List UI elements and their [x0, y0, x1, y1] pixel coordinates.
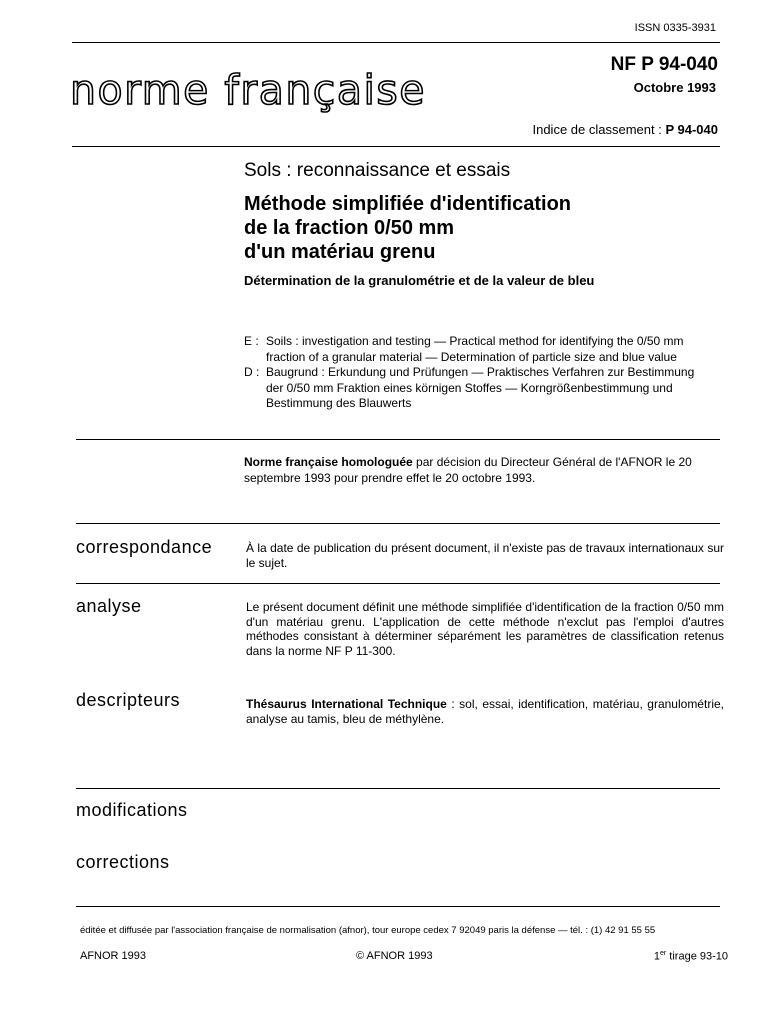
document-title — [244, 192, 571, 264]
brand-title: norme française — [70, 66, 426, 114]
classification-label: Indice de classement : — [532, 122, 662, 137]
translations — [244, 334, 714, 412]
title-line: Méthode simplifiée d'identification — [244, 193, 572, 215]
translation-text: Soils : investigation and testing — Practical method for identifying the 0/50 mm fraction of a granular material — Determination of particle size and blue value — [266, 334, 684, 364]
descripteurs-list: : sol, essai, identification, matériau, granulométrie, analyse au tamis, bleu de méthylène. — [246, 697, 724, 726]
print-run-number: 1 — [653, 950, 660, 963]
divider — [76, 523, 720, 524]
header-rule-bottom — [72, 146, 720, 147]
publication-date: Octobre 1993 — [633, 80, 716, 95]
homologation-text: par décision du Directeur Général de l'AFNOR le 20 septembre 1993 pour prendre effet le 20 octobre 1993. — [244, 455, 692, 485]
divider — [76, 788, 720, 789]
section-label-corrections: corrections — [76, 852, 170, 872]
translation-de — [244, 365, 714, 412]
descripteurs-text — [246, 697, 724, 726]
classification-value: P 94-040 — [665, 122, 718, 137]
header-rule-top — [72, 42, 720, 43]
classification-index — [532, 122, 718, 137]
correspondance-text: À la date de publication du présent document, il n'existe pas de travaux internationaux sur le sujet. — [246, 541, 724, 570]
lang-code: D : — [244, 365, 260, 379]
translation-en — [244, 334, 714, 365]
document-subtitle: Détermination de la granulométrie et de la valeur de bleu — [244, 273, 595, 288]
lang-code: E : — [244, 334, 259, 348]
domain-heading: Sols : reconnaissance et essais — [244, 160, 511, 181]
section-label-correspondance: correspondance — [76, 537, 213, 557]
divider — [76, 583, 720, 584]
title-line: de la fraction 0/50 mm — [244, 217, 455, 239]
section-label-descripteurs: descripteurs — [76, 690, 181, 710]
footer-center: © AFNOR 1993 — [356, 950, 433, 962]
footer-left: AFNOR 1993 — [80, 950, 147, 962]
title-line: d'un matériau grenu — [244, 241, 436, 263]
translation-text: Baugrund : Erkundung und Prüfungen — Praktisches Verfahren zur Bestimmung der 0/50 mm Fraktion eines körnigen Stoffes — Korngrößenbestimmung und Bestimmung des Blauwerts — [266, 365, 695, 410]
print-run-sup: er — [660, 950, 667, 957]
editor-notice: éditée et diffusée par l'association française de normalisation (afnor), tour europe cedex 7 92049 paris la défense — tél. : (1) 42 91 55 55 — [80, 925, 656, 936]
section-label-analyse: analyse — [76, 596, 142, 616]
thesaurus-label: Thésaurus International Technique — [246, 697, 447, 711]
analyse-text: Le présent document définit une méthode simplifiée d'identification de la fraction 0/50 mm d'un matériau grenu. L'application de cette méthode n'exclut pas l'emploi d'autres méthodes consistant à déterminer séparément les paramètres de classification retenus dans la norme NF P 11-300. — [246, 600, 724, 658]
print-run — [654, 950, 728, 963]
print-run-text: tirage 93-10 — [666, 950, 728, 963]
divider — [76, 439, 720, 440]
issn-number: ISSN 0335-3931 — [634, 22, 716, 34]
footer-rule — [76, 906, 720, 907]
homologation-bold: Norme française homologuée — [244, 455, 413, 469]
section-label-modifications: modifications — [76, 800, 188, 820]
standard-code: NF P 94-040 — [610, 54, 718, 75]
homologation-notice — [244, 455, 714, 486]
